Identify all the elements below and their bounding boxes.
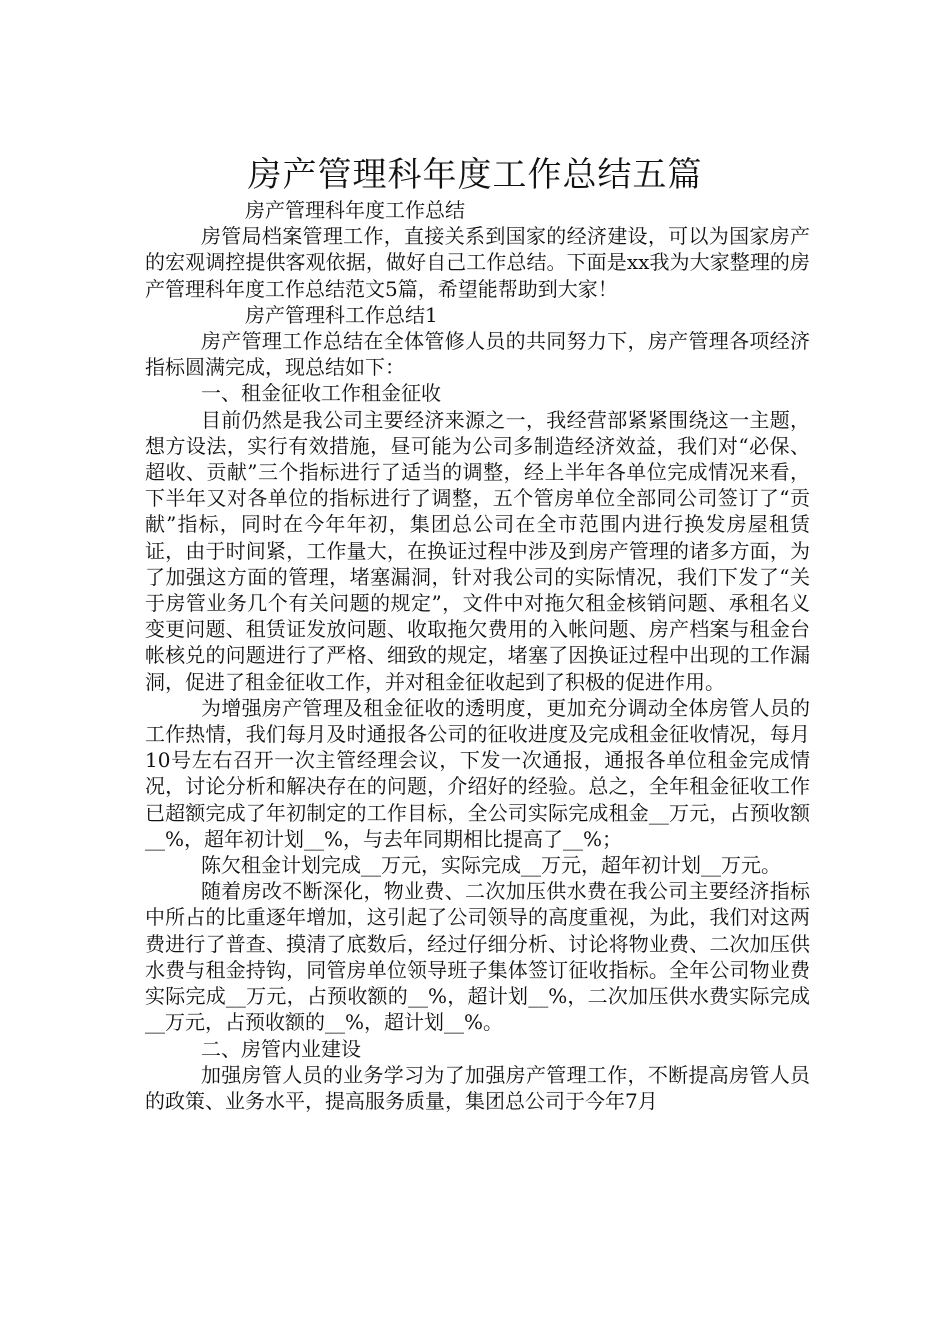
section-heading: 房产管理科年度工作总结	[245, 198, 465, 222]
document-body	[145, 197, 810, 1114]
intro-paragraph: 房管局档案管理工作，直接关系到国家的经济建设，可以为国家房产的宏观调控提供客观依据，做好自己工作总结。下面是xx我为大家整理的房产管理科年度工作总结范文5篇，希望能帮助到大家！	[145, 224, 810, 301]
section-heading: 房产管理科工作总结1	[245, 302, 438, 327]
document-title: 房产管理科年度工作总结五篇	[247, 154, 703, 195]
body-paragraph: 加强房管人员的业务学习为了加强房产管理工作，不断提高房管人员的政策、业务水平，提高服务质量，集团总公司于今年7月	[145, 1062, 810, 1113]
body-paragraph: 房产管理工作总结在全体管修人员的共同努力下，房产管理各项经济指标圆满完成，现总结如下：	[145, 329, 810, 380]
body-paragraph: 陈欠租金计划完成__万元，实际完成__万元，超年初计划__万元。	[201, 853, 781, 878]
body-paragraph: 目前仍然是我公司主要经济来源之一，我经营部紧紧围绕这一主题，想方设法，实行有效措施，昼可能为公司多制造经济效益，我们对“必保、超收、贡献”三个指标进行了适当的调整，经上半年各单位完成情况来看，下半年又对各单位的指标进行了调整，五个管房单位全部同公司签订了“贡献”指标，同时在今年年初，集团总公司在全市范围内进行换发房屋租赁证，由于时间紧，工作量大，在换证过程中涉及到房产管理的诸多方面，为了加强这方面的管理，堵塞漏洞，针对我公司的实际情况，我们下发了“关于房管业务几个有关问题的规定”，文件中对拖欠租金核销问题、承租名义变更问题、租赁证发放问题、收取拖欠费用的入帐问题、房产档案与租金台帐核兑的问题进行了严格、细致的规定，堵塞了因换证过程中出现的工作漏洞，促进了租金征收工作，并对租金征收起到了积极的促进作用。	[145, 407, 810, 694]
body-paragraph: 随着房改不断深化，物业费、二次加压供水费在我公司主要经济指标中所占的比重逐年增加，这引起了公司领导的高度重视，为此，我们对这两费进行了普查、摸清了底数后，经过仔细分析、讨论将物业费、二次加压供水费与租金持钩，同管房单位领导班子集体签订征收指标。全年公司物业费实际完成__万元，占预收额的__%，超计划__%，二次加压供水费实际完成__万元，占预收额的__%，超计划__%。	[145, 879, 810, 1035]
subsection-heading: 一、租金征收工作租金征收	[201, 381, 441, 406]
body-paragraph: 为增强房产管理及租金征收的透明度，更加充分调动全体房管人员的工作热情，我们每月及时通报各公司的征收进度及完成租金征收情况，每月10号左右召开一次主管经理会议，下发一次通报，通报各单位租金完成情况，讨论分析和解决存在的问题，介绍好的经验。总之，全年租金征收工作已超额完成了年初制定的工作目标，全公司实际完成租金__万元，占预收额__%，超年初计划__%，与去年同期相比提高了__%；	[145, 695, 810, 851]
subsection-heading: 二、房管内业建设	[201, 1036, 361, 1061]
